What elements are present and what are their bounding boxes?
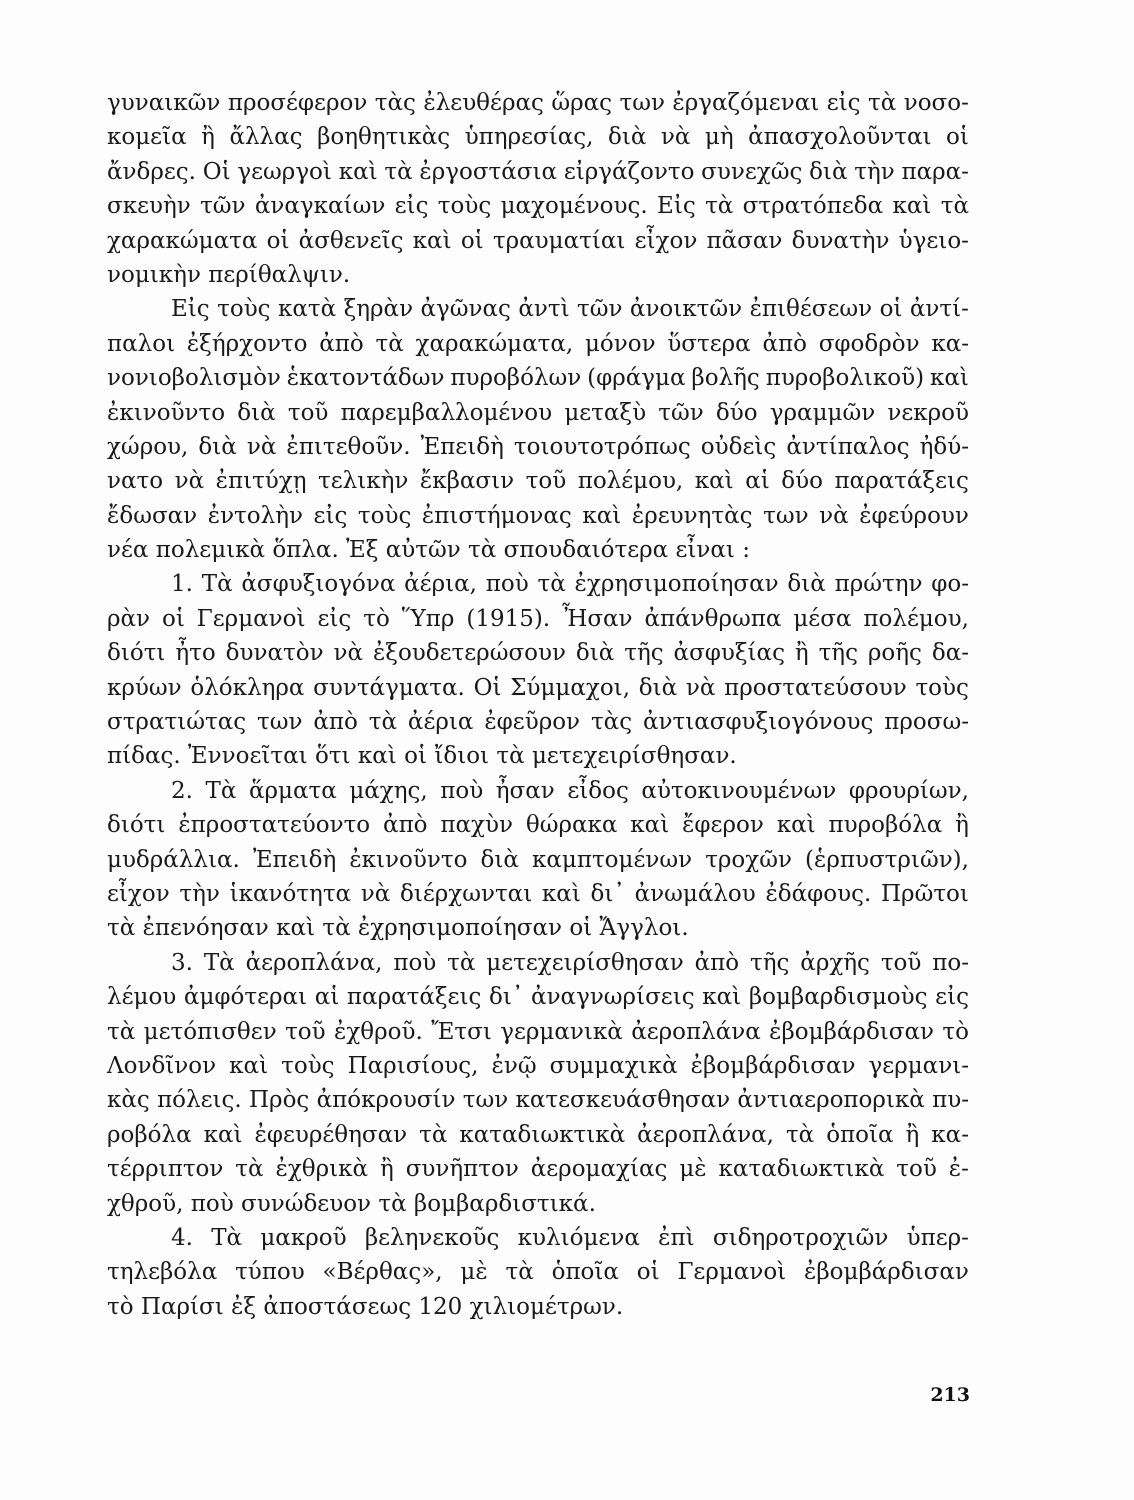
page-number: 213 bbox=[930, 1384, 970, 1406]
text-line: νονιοβολισμὸν ἑκατοντάδων πυροβόλων (φράγμα βολῆς πυροβολικοῦ) καὶ bbox=[107, 365, 969, 392]
text-line: στρατιώτας των ἀπὸ τὰ ἀέρια ἐφεῦρον τὰς ἀντιασφυξιογόνους προσω- bbox=[107, 709, 969, 736]
text-line: νέα πολεμικὰ ὅπλα. Ἐξ αὐτῶν τὰ σπουδαιότερα εἶναι : bbox=[107, 537, 751, 564]
text-line: διότι ἐπροστατεύοντο ἀπὸ παχὺν θώρακα καὶ ἔφερον καὶ πυροβόλα ἢ bbox=[107, 812, 969, 839]
text-line: τὰ ἐπενόησαν καὶ τὰ ἐχρησιμοποίησαν οἱ Ἄγγλοι. bbox=[107, 915, 689, 942]
text-line: σκευὴν τῶν ἀναγκαίων εἰς τοὺς μαχομένους. Εἰς τὰ στρατόπεδα καὶ τὰ bbox=[107, 193, 969, 220]
text-line: γυναικῶν προσέφερον τὰς ἐλευθέρας ὥρας των ἐργαζόμεναι εἰς τὰ νοσο- bbox=[107, 90, 969, 116]
text-line: ἐκινοῦντο διὰ τοῦ παρεμβαλλομένου μεταξὺ τῶν δύο γραμμῶν νεκροῦ bbox=[107, 399, 969, 426]
text-line: μυδράλλια. Ἐπειδὴ ἐκινοῦντο διὰ καμπτομένων τροχῶν (ἑρπυστριῶν), bbox=[107, 846, 969, 873]
text-line: κὰς πόλεις. Πρὸς ἀπόκρουσίν των κατεσκευάσθησαν ἀντιαεροπορικὰ πυ- bbox=[107, 1087, 969, 1114]
text-line: διότι ἦτο δυνατὸν νὰ ἐξουδετερώσουν διὰ τῆς ἀσφυξίας ἢ τῆς ροῆς δα- bbox=[107, 640, 969, 667]
text-line: ροβόλα καὶ ἐφευρέθησαν τὰ καταδιωκτικὰ ἀεροπλάνα, τὰ ὁποῖα ἢ κα- bbox=[107, 1121, 969, 1148]
text-line: νομικὴν περίθαλψιν. bbox=[107, 261, 351, 288]
text-line: ρὰν οἱ Γερμανοὶ εἰς τὸ Ὕπρ (1915). Ἦσαν ἀπάνθρωπα μέσα πολέμου, bbox=[107, 605, 969, 632]
text-line: χαρακώματα οἱ ἀσθενεῖς καὶ οἱ τραυματίαι εἶχον πᾶσαν δυνατὴν ὑγειο- bbox=[107, 227, 969, 254]
text-line: τέρριπτον τὰ ἐχθρικὰ ἢ συνῆπτον ἀερομαχίας μὲ καταδιωκτικὰ τοῦ ἐ- bbox=[107, 1156, 969, 1183]
text-line: 1. Τὰ ἀσφυξιογόνα ἀέρια, ποὺ τὰ ἐχρησιμοποίησαν διὰ πρώτην φο- bbox=[171, 571, 969, 598]
body-text bbox=[107, 86, 969, 1324]
text-line: χώρου, διὰ νὰ ἐπιτεθοῦν. Ἐπειδὴ τοιουτοτρόπως οὐδεὶς ἀντίπαλος ἠδύ- bbox=[107, 433, 969, 460]
text-line: νατο νὰ ἐπιτύχῃ τελικὴν ἔκβασιν τοῦ πολέμου, καὶ αἱ δύο παρατάξεις bbox=[107, 468, 969, 495]
text-line: ἄνδρες. Οἱ γεωργοὶ καὶ τὰ ἐργοστάσια εἰργάζοντο συνεχῶς διὰ τὴν παρα- bbox=[107, 158, 969, 185]
text-line: παλοι ἐξήρχοντο ἀπὸ τὰ χαρακώματα, μόνον ὕστερα ἀπὸ σφοδρὸν κα- bbox=[107, 330, 969, 357]
text-line: 2. Τὰ ἅρματα μάχης, ποὺ ἦσαν εἶδος αὐτοκινουμένων φρουρίων, bbox=[171, 777, 969, 804]
text-line: τὰ μετόπισθεν τοῦ ἐχθροῦ. Ἔτσι γερμανικὰ ἀεροπλάνα ἐβομβάρδισαν τὸ bbox=[107, 1018, 969, 1045]
text-line: ἔδωσαν ἐντολὴν εἰς τοὺς ἐπιστήμονας καὶ ἐρευνητὰς των νὰ ἐφεύρουν bbox=[107, 502, 969, 529]
text-line: τὸ Παρίσι ἐξ ἀποστάσεως 120 χιλιομέτρων. bbox=[107, 1293, 624, 1320]
text-line: Εἰς τοὺς κατὰ ξηρὰν ἀγῶνας ἀντὶ τῶν ἀνοικτῶν ἐπιθέσεων οἱ ἀντί- bbox=[171, 296, 969, 323]
text-line: Λονδῖνον καὶ τοὺς Παρισίους, ἐνῷ συμμαχικὰ ἐβομβάρδισαν γερμανι- bbox=[107, 1052, 969, 1079]
text-line: 3. Τὰ ἀεροπλάνα, ποὺ τὰ μετεχειρίσθησαν ἀπὸ τῆς ἀρχῆς τοῦ πο- bbox=[171, 949, 969, 976]
text-line: λέμου ἀμφότεραι αἱ παρατάξεις δι᾽ ἀναγνωρίσεις καὶ βομβαρδισμοὺς εἰς bbox=[107, 984, 969, 1011]
text-line: τηλεβόλα τύπου «Βέρθας», μὲ τὰ ὁποῖα οἱ Γερμανοὶ ἐβομβάρδισαν bbox=[107, 1259, 969, 1286]
text-line: χθροῦ, ποὺ συνώδευον τὰ βομβαρδιστικά. bbox=[107, 1190, 596, 1217]
text-line: εἶχον τὴν ἱκανότητα νὰ διέρχωνται καὶ δι᾽ ἀνωμάλου ἐδάφους. Πρῶτοι bbox=[107, 880, 969, 907]
text-line: κομεῖα ἢ ἄλλας βοηθητικὰς ὑπηρεσίας, διὰ νὰ μὴ ἀπασχολοῦνται οἱ bbox=[107, 124, 969, 151]
text-line: κρύων ὁλόκληρα συντάγματα. Οἱ Σύμμαχοι, διὰ νὰ προστατεύσουν τοὺς bbox=[107, 674, 969, 701]
text-line: πίδας. Ἐννοεῖται ὅτι καὶ οἱ ἴδιοι τὰ μετεχειρίσθησαν. bbox=[107, 743, 737, 770]
text-line: 4. Τὰ μακροῦ βεληνεκοῦς κυλιόμενα ἐπὶ σιδηροτροχιῶν ὑπερ- bbox=[171, 1224, 969, 1251]
